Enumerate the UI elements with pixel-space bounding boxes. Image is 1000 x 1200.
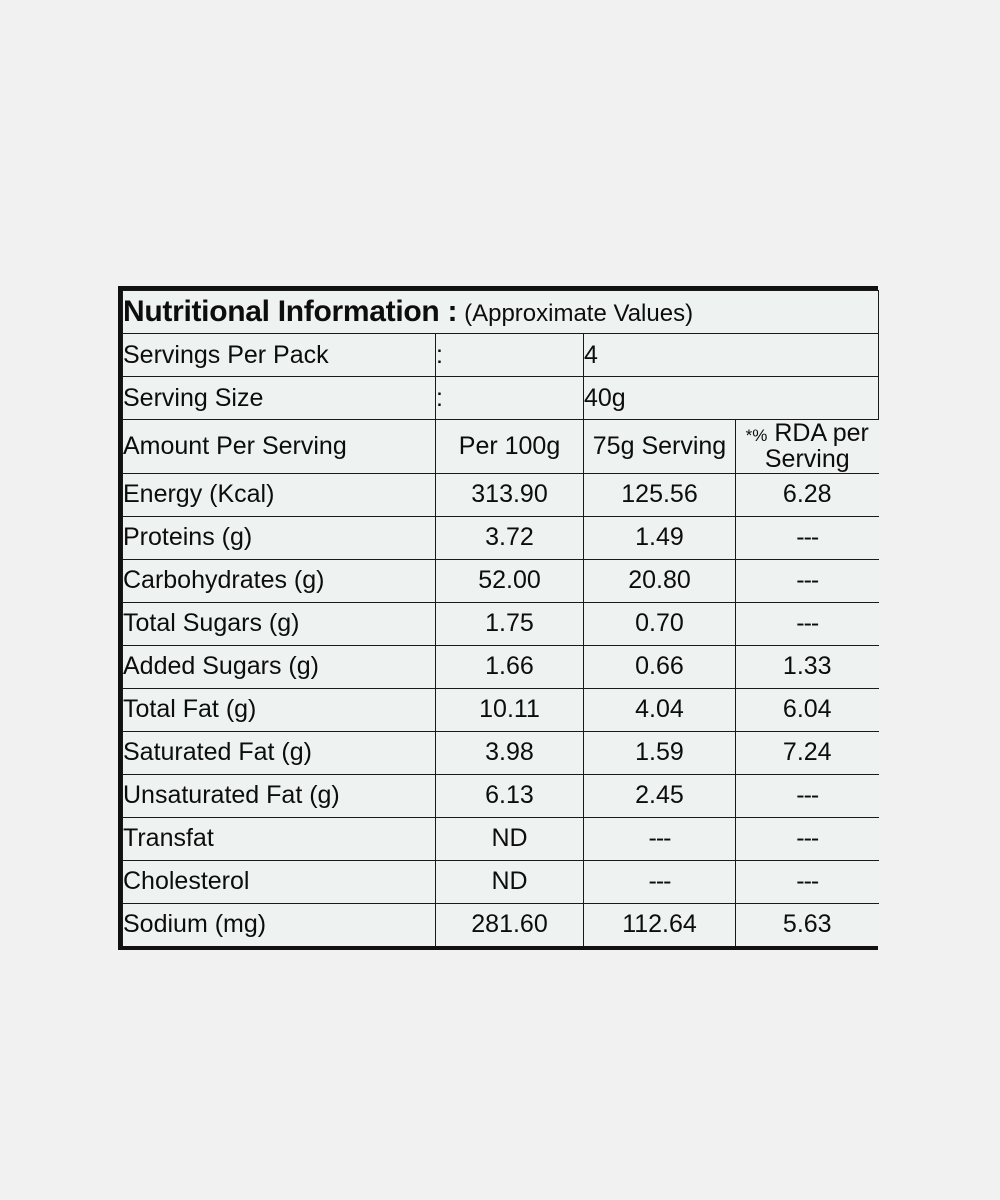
nutrient-name: Saturated Fat (g) xyxy=(123,731,436,774)
value-per-serving: 112.64 xyxy=(584,903,736,946)
servings-per-pack-colon: : xyxy=(436,334,584,377)
nutrient-name: Energy (Kcal) xyxy=(123,473,436,516)
nutrient-name: Proteins (g) xyxy=(123,516,436,559)
value-rda: --- xyxy=(736,516,879,559)
value-rda: 7.24 xyxy=(736,731,879,774)
nutrient-name: Cholesterol xyxy=(123,860,436,903)
value-per-serving: 4.04 xyxy=(584,688,736,731)
table-row xyxy=(123,473,879,516)
value-rda: --- xyxy=(736,559,879,602)
nutrient-name: Transfat xyxy=(123,817,436,860)
value-per-serving: 2.45 xyxy=(584,774,736,817)
serving-size-row xyxy=(123,377,879,420)
table-row xyxy=(123,559,879,602)
table-row xyxy=(123,516,879,559)
nutrient-name: Added Sugars (g) xyxy=(123,645,436,688)
value-per-100g: 1.66 xyxy=(436,645,584,688)
value-rda: 5.63 xyxy=(736,903,879,946)
serving-size-value: 40g xyxy=(584,377,879,420)
nutrient-name: Unsaturated Fat (g) xyxy=(123,774,436,817)
value-per-serving: 1.49 xyxy=(584,516,736,559)
column-header-per-100g: Per 100g xyxy=(436,420,584,474)
value-per-serving: 1.59 xyxy=(584,731,736,774)
value-per-100g: 52.00 xyxy=(436,559,584,602)
value-rda: 6.28 xyxy=(736,473,879,516)
value-per-serving: 20.80 xyxy=(584,559,736,602)
value-rda: 1.33 xyxy=(736,645,879,688)
nutrient-name: Sodium (mg) xyxy=(123,903,436,946)
rda-prefix: *% xyxy=(745,426,768,445)
value-per-100g: 313.90 xyxy=(436,473,584,516)
value-per-100g: 6.13 xyxy=(436,774,584,817)
nutrient-name: Total Sugars (g) xyxy=(123,602,436,645)
value-per-serving: 0.70 xyxy=(584,602,736,645)
value-rda: --- xyxy=(736,860,879,903)
rda-main: RDA per xyxy=(774,419,869,447)
value-per-100g: ND xyxy=(436,817,584,860)
value-per-serving: 0.66 xyxy=(584,645,736,688)
table-row xyxy=(123,731,879,774)
rda-sub: Serving xyxy=(764,445,850,474)
nutrition-label-panel xyxy=(118,286,878,950)
serving-size-label: Serving Size xyxy=(123,377,436,420)
column-header-per-serving: 75g Serving xyxy=(584,420,736,474)
table-row xyxy=(123,903,879,946)
value-rda: 6.04 xyxy=(736,688,879,731)
value-rda: --- xyxy=(736,602,879,645)
value-per-serving: --- xyxy=(584,817,736,860)
value-per-100g: ND xyxy=(436,860,584,903)
servings-per-pack-row xyxy=(123,334,879,377)
value-rda: --- xyxy=(736,774,879,817)
table-row xyxy=(123,645,879,688)
servings-per-pack-value: 4 xyxy=(584,334,879,377)
nutrient-name: Total Fat (g) xyxy=(123,688,436,731)
nutrient-name: Carbohydrates (g) xyxy=(123,559,436,602)
serving-size-colon: : xyxy=(436,377,584,420)
value-per-100g: 3.98 xyxy=(436,731,584,774)
value-per-100g: 281.60 xyxy=(436,903,584,946)
table-row xyxy=(123,602,879,645)
nutrition-table xyxy=(122,290,879,946)
table-title-row xyxy=(123,291,879,334)
value-per-100g: 1.75 xyxy=(436,602,584,645)
servings-per-pack-label: Servings Per Pack xyxy=(123,334,436,377)
table-header-row xyxy=(123,420,879,474)
column-header-amount: Amount Per Serving xyxy=(123,420,436,474)
label-title-sub: (Approximate Values) xyxy=(464,300,694,328)
table-row xyxy=(123,774,879,817)
column-header-rda xyxy=(736,420,879,474)
value-per-100g: 10.11 xyxy=(436,688,584,731)
value-rda: --- xyxy=(736,817,879,860)
table-row xyxy=(123,860,879,903)
label-title xyxy=(123,291,879,334)
value-per-100g: 3.72 xyxy=(436,516,584,559)
value-per-serving: 125.56 xyxy=(584,473,736,516)
table-row xyxy=(123,817,879,860)
table-row xyxy=(123,688,879,731)
label-title-main: Nutritional Information : xyxy=(123,295,458,329)
value-per-serving: --- xyxy=(584,860,736,903)
